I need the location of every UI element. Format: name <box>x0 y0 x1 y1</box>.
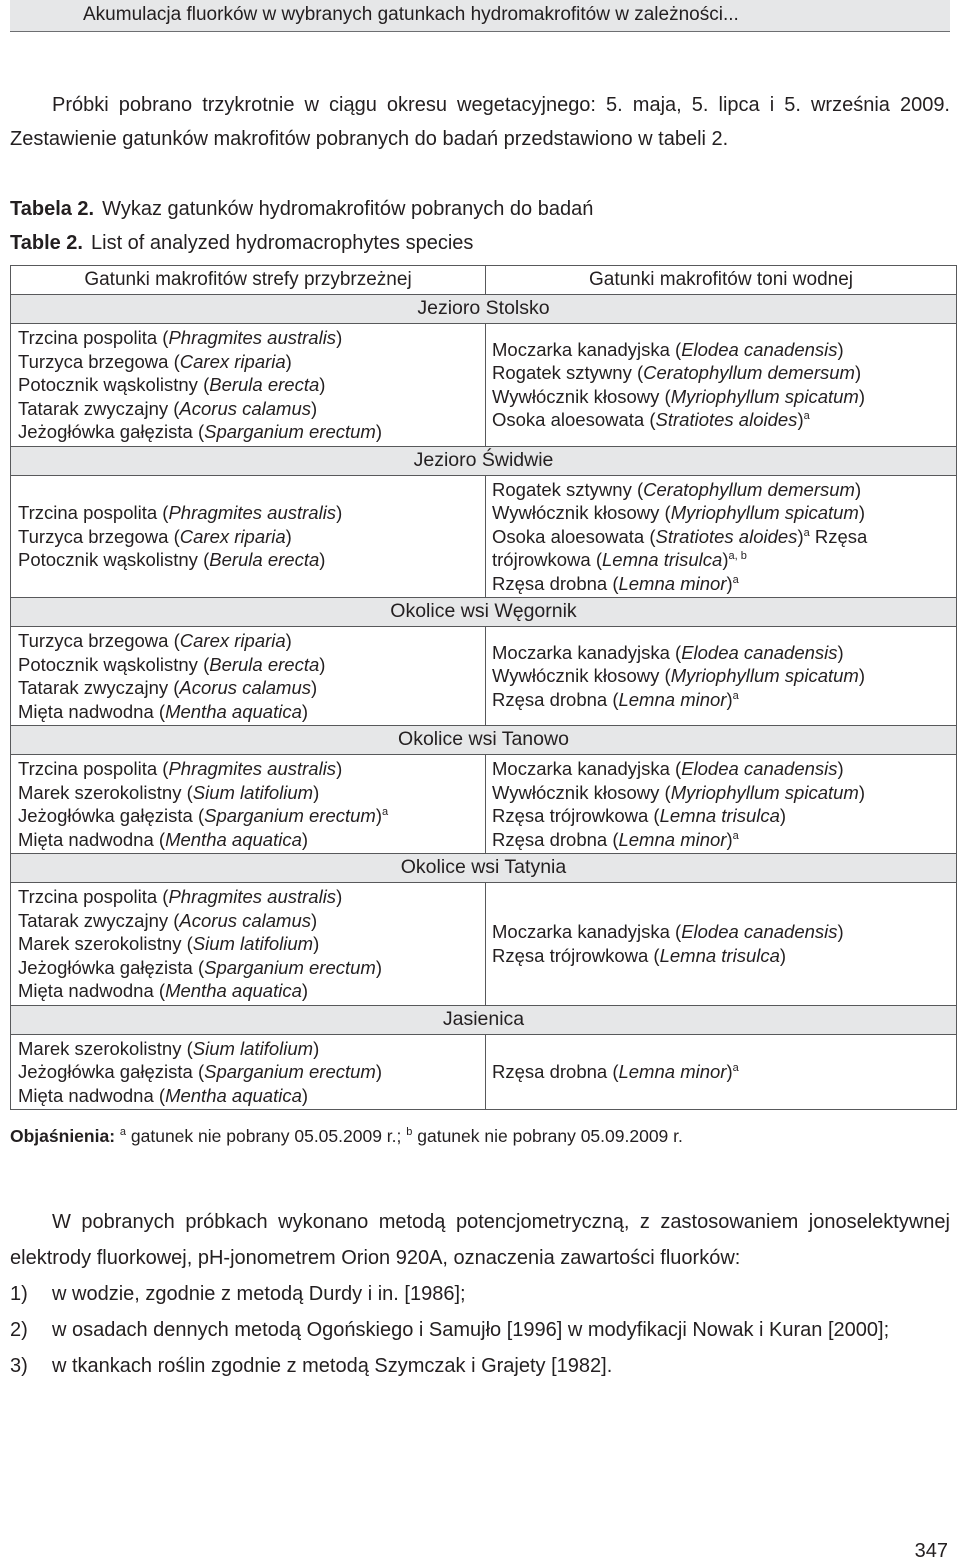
species-entry <box>492 525 952 549</box>
species-paren: ) <box>779 944 787 966</box>
species-entry <box>18 373 479 397</box>
species-paren: ) <box>311 397 318 419</box>
species-entry <box>18 350 479 374</box>
species-entry <box>492 664 952 688</box>
species-latin-name: Lemna minor <box>618 1061 727 1082</box>
location-row <box>11 726 957 755</box>
species-common-name: Mięta nadwodna ( <box>18 1084 166 1106</box>
species-common-name: Rzęsa trójrowkowa ( <box>492 805 660 826</box>
col-header-open-water: Gatunki makrofitów toni wodnej <box>486 266 957 295</box>
species-latin-name: Acorus calamus <box>179 397 312 419</box>
species-entry <box>492 920 952 944</box>
location-name: Okolice wsi Węgornik <box>11 598 957 627</box>
species-latin-name: Stratiotes aloides <box>655 409 798 431</box>
species-entry <box>18 1037 479 1061</box>
species-footnote-mark: a <box>382 806 389 818</box>
location-row <box>11 598 957 627</box>
species-latin-name: Elodea canadensis <box>681 338 838 360</box>
species-paren: ) <box>336 758 343 779</box>
species-footnote-mark: a, b <box>728 550 747 562</box>
species-latin-name: Elodea canadensis <box>681 641 838 663</box>
species-entry <box>18 420 479 444</box>
caption-en-label: Table 2. <box>10 232 83 254</box>
location-row <box>11 854 957 883</box>
species-common-name: Rogatek sztywny ( <box>492 362 644 384</box>
species-paren: ) <box>319 549 326 570</box>
species-entry <box>18 501 479 525</box>
species-paren: ) <box>285 525 292 547</box>
species-latin-name: Lemna trisulca <box>659 944 780 966</box>
species-paren: ) <box>285 630 292 651</box>
species-common-name: Jeżogłówka gałęzista ( <box>18 956 205 978</box>
species-row <box>11 755 957 854</box>
table-footnote <box>10 1126 683 1147</box>
species-paren: ) <box>336 327 343 348</box>
species-common-name: Rzęsa trójrowkowa ( <box>492 944 660 966</box>
species-common-name: Turzyca brzegowa ( <box>18 630 180 651</box>
species-entry <box>18 676 479 700</box>
species-entry <box>492 641 952 665</box>
species-paren: ) <box>319 653 326 675</box>
species-entry <box>18 525 479 549</box>
species-latin-name: Lemna trisulca <box>659 805 780 826</box>
species-common-name: Tatarak zwyczajny ( <box>18 677 180 698</box>
species-latin-name: Lemna trisulca <box>602 549 723 570</box>
species-paren: ) <box>375 956 383 978</box>
location-name: Jezioro Świdwie <box>11 446 957 475</box>
species-latin-name: Lemna minor <box>618 572 727 594</box>
species-latin-name: Phragmites australis <box>168 758 337 779</box>
list-item <box>10 1312 950 1348</box>
species-common-name: Moczarka kanadyjska ( <box>492 641 682 663</box>
species-common-name: Trzcina pospolita ( <box>18 758 169 779</box>
species-latin-name: Sparganium erectum <box>204 421 376 442</box>
species-entry <box>18 909 479 933</box>
running-title: Akumulacja fluorków w wybranych gatunkach hydromakrofitów w zależności... <box>83 4 739 25</box>
species-paren: ) <box>722 549 729 570</box>
species-common-name: Marek szerokolistny ( <box>18 1037 193 1059</box>
species-paren: ) <box>375 1061 383 1082</box>
species-common-name: Trzcina pospolita ( <box>18 327 169 348</box>
species-latin-name: Phragmites australis <box>168 327 337 348</box>
methods-paragraph: W pobranych próbkach wykonano metodą potencjometryczną, z zastosowaniem jonoselektywnej elektrody fluorkowej, pH-jonometrem Orion 920A, oznaczenia zawartości fluorków: <box>10 1211 950 1269</box>
species-paren: ) <box>726 572 733 594</box>
species-paren: ) <box>797 409 804 431</box>
table-caption-pl <box>10 198 593 221</box>
species-entry <box>492 688 952 712</box>
species-latin-name: Lemna minor <box>618 688 727 710</box>
species-cell-left <box>11 755 486 854</box>
species-common-name: Rzęsa drobna ( <box>492 572 619 594</box>
species-entry <box>492 408 952 432</box>
species-cell-right <box>486 883 957 1006</box>
species-latin-name: Myriophyllum spicatum <box>670 502 859 523</box>
species-entry <box>492 944 952 968</box>
species-cell-right <box>486 627 957 726</box>
species-entry <box>492 548 952 572</box>
species-entry <box>492 501 952 525</box>
species-common-name: Tatarak zwyczajny ( <box>18 397 180 419</box>
species-cell-left <box>11 475 486 598</box>
species-entry <box>18 653 479 677</box>
species-latin-name: Myriophyllum spicatum <box>670 665 859 687</box>
location-row <box>11 295 957 324</box>
species-entry <box>492 781 952 805</box>
species-cell-right <box>486 1034 957 1110</box>
species-common-name: Mięta nadwodna ( <box>18 980 166 1001</box>
species-paren: ) <box>311 909 318 931</box>
species-entry <box>18 804 479 828</box>
species-paren: ) <box>726 828 733 850</box>
species-cell-left <box>11 1034 486 1110</box>
species-latin-name: Elodea canadensis <box>681 921 838 943</box>
species-entry <box>18 932 479 956</box>
species-paren: ) <box>858 385 866 407</box>
species-common-name: Potocznik wąskolistny ( <box>18 653 210 675</box>
species-common-name: Osoka aloesowata ( <box>492 525 656 547</box>
species-paren: ) <box>301 980 309 1001</box>
species-latin-name: Mentha aquatica <box>165 980 302 1001</box>
list-item-number: 1) <box>10 1283 28 1305</box>
species-latin-name: Mentha aquatica <box>165 700 302 722</box>
intro-text: Próbki pobrano trzykrotnie w ciągu okresu wegetacyjnego: 5. maja, 5. lipca i 5. września 2009. Zestawienie gatunków makrofitów pobranych do badań przedstawiono w tabeli 2. <box>10 94 950 150</box>
species-common-name: Turzyca brzegowa ( <box>18 525 180 547</box>
table-caption-en <box>10 232 473 255</box>
species-entry <box>492 828 952 852</box>
header-divider <box>10 31 950 32</box>
species-latin-name: Sparganium erectum <box>204 805 376 826</box>
species-latin-name: Berula erecta <box>209 549 320 570</box>
species-latin-name: Phragmites australis <box>168 502 337 523</box>
species-common-name: Wywłócznik kłosowy ( <box>492 781 671 803</box>
species-paren: ) <box>858 665 866 687</box>
location-row <box>11 446 957 475</box>
species-latin-name: Myriophyllum spicatum <box>670 781 859 803</box>
species-cell-left <box>11 324 486 447</box>
species-row <box>11 883 957 1006</box>
species-entry <box>18 629 479 653</box>
location-name: Okolice wsi Tanowo <box>11 726 957 755</box>
list-item-text: w tkankach roślin zgodnie z metodą Szymczak i Grajety [1982]. <box>52 1355 613 1377</box>
species-paren: ) <box>301 1084 309 1106</box>
species-paren: ) <box>313 933 320 954</box>
species-paren: ) <box>336 502 343 523</box>
species-common-name: Wywłócznik kłosowy ( <box>492 502 671 523</box>
species-row <box>11 1034 957 1110</box>
species-entry <box>18 1084 479 1108</box>
species-common-name: Moczarka kanadyjska ( <box>492 338 682 360</box>
species-table <box>10 265 957 1110</box>
species-row <box>11 475 957 598</box>
species-latin-name: Sium latifolium <box>192 933 314 954</box>
location-name: Jezioro Stolsko <box>11 295 957 324</box>
species-cell-right <box>486 755 957 854</box>
species-common-name: Trzcina pospolita ( <box>18 886 169 907</box>
species-entry <box>492 478 952 502</box>
species-paren: ) <box>837 921 844 943</box>
species-entry <box>492 385 952 409</box>
species-entry <box>492 804 952 828</box>
species-latin-name: Sparganium erectum <box>204 956 376 978</box>
caption-en-text: List of analyzed hydromacrophytes species <box>91 232 474 254</box>
species-row <box>11 324 957 447</box>
species-entry <box>18 700 479 724</box>
methods-section <box>10 1204 950 1384</box>
species-entry <box>18 885 479 909</box>
species-common-name: Moczarka kanadyjska ( <box>492 921 682 943</box>
footnote-sup-b: b <box>406 1126 413 1138</box>
table-header-row <box>11 266 957 295</box>
list-item-text: w osadach dennych metodą Ogońskiego i Samujło [1996] w modyfikacji Nowak i Kuran [2000]; <box>52 1319 890 1341</box>
species-common-name: Rzęsa drobna ( <box>492 688 619 710</box>
page-number: 347 <box>914 1540 948 1562</box>
species-latin-name: Elodea canadensis <box>681 758 838 779</box>
footnote-sup-a: a <box>119 1126 127 1138</box>
caption-pl-text: Wykaz gatunków hydromakrofitów pobranych do badań <box>102 198 594 220</box>
species-common-name: Rzęsa drobna ( <box>492 828 619 850</box>
species-cell-left <box>11 627 486 726</box>
species-footnote-mark: a <box>803 410 810 423</box>
species-latin-name: Carex riparia <box>179 350 286 372</box>
species-common-name: Jeżogłówka gałęzista ( <box>18 421 205 442</box>
species-entry <box>492 1060 952 1084</box>
species-common-name: Wywłócznik kłosowy ( <box>492 385 671 407</box>
species-latin-name: Ceratophyllum demersum <box>643 362 855 384</box>
species-latin-name: Lemna minor <box>618 828 727 850</box>
footnote-text-a: gatunek nie pobrany 05.05.2009 r.; <box>126 1126 407 1146</box>
species-latin-name: Acorus calamus <box>179 909 312 931</box>
col-header-shore: Gatunki makrofitów strefy przybrzeżnej <box>11 266 486 295</box>
species-entry <box>18 326 479 350</box>
species-row <box>11 627 957 726</box>
species-latin-name: Phragmites australis <box>168 886 337 907</box>
list-item <box>10 1276 950 1312</box>
methods-list <box>10 1276 950 1384</box>
species-paren: ) <box>837 758 844 779</box>
species-paren: ) <box>311 677 318 698</box>
species-footnote-mark: a <box>803 526 810 539</box>
species-common-name: Marek szerokolistny ( <box>18 781 193 803</box>
species-paren: ) <box>854 362 862 384</box>
species-paren: ) <box>858 781 866 803</box>
species-continuation: Rzęsa <box>809 525 868 547</box>
species-latin-name: Mentha aquatica <box>165 1084 302 1106</box>
footnote-text-b: gatunek nie pobrany 05.09.2009 r. <box>412 1126 683 1146</box>
species-latin-name: Mentha aquatica <box>165 828 302 850</box>
species-latin-name: Stratiotes aloides <box>655 525 798 547</box>
species-latin-name: Sium latifolium <box>192 1037 314 1059</box>
species-latin-name: Sparganium erectum <box>204 1061 376 1082</box>
intro-paragraph <box>10 88 950 156</box>
species-paren: ) <box>779 805 787 826</box>
species-entry <box>492 361 952 385</box>
species-cell-right <box>486 475 957 598</box>
species-paren: ) <box>313 1037 320 1059</box>
species-common-name: Potocznik wąskolistny ( <box>18 549 210 570</box>
species-latin-name: Carex riparia <box>179 630 286 651</box>
species-common-name: Rogatek sztywny ( <box>492 478 644 500</box>
species-paren: ) <box>726 1061 733 1082</box>
species-paren: ) <box>301 828 309 850</box>
species-latin-name: Myriophyllum spicatum <box>670 385 859 407</box>
species-latin-name: Berula erecta <box>209 374 320 395</box>
species-common-name: Wywłócznik kłosowy ( <box>492 665 671 687</box>
list-item <box>10 1348 950 1384</box>
species-cell-left <box>11 883 486 1006</box>
location-row <box>11 1005 957 1034</box>
species-common-name: Jeżogłówka gałęzista ( <box>18 805 205 826</box>
species-paren: ) <box>375 421 383 442</box>
species-paren: ) <box>797 525 804 547</box>
species-entry <box>18 956 479 980</box>
species-footnote-mark: a <box>732 1062 739 1074</box>
list-item-number: 3) <box>10 1355 28 1377</box>
species-paren: ) <box>837 338 844 360</box>
species-entry <box>18 397 479 421</box>
species-paren: ) <box>837 641 844 663</box>
species-paren: ) <box>375 805 383 826</box>
location-name: Okolice wsi Tatynia <box>11 854 957 883</box>
species-common-name: Osoka aloesowata ( <box>492 409 656 431</box>
caption-pl-label: Tabela 2. <box>10 198 95 220</box>
species-entry <box>18 781 479 805</box>
species-common-name: Moczarka kanadyjska ( <box>492 758 682 779</box>
species-paren: ) <box>726 688 733 710</box>
species-common-name: Trzcina pospolita ( <box>18 502 169 523</box>
species-entry <box>18 1060 479 1084</box>
species-entry <box>18 548 479 572</box>
species-entry <box>492 757 952 781</box>
species-common-name: Turzyca brzegowa ( <box>18 350 180 372</box>
species-entry <box>492 338 952 362</box>
species-entry <box>18 979 479 1003</box>
footnote-label: Objaśnienia: <box>10 1126 116 1146</box>
species-common-name: Tatarak zwyczajny ( <box>18 909 180 931</box>
species-footnote-mark: a <box>732 829 739 842</box>
location-name: Jasienica <box>11 1005 957 1034</box>
species-latin-name: Berula erecta <box>209 653 320 675</box>
species-common-name: Marek szerokolistny ( <box>18 933 193 954</box>
species-paren: ) <box>285 350 292 372</box>
table-body <box>11 295 957 1110</box>
species-paren: ) <box>336 886 343 907</box>
species-cell-right <box>486 324 957 447</box>
species-latin-name: Carex riparia <box>179 525 286 547</box>
species-latin-name: Sium latifolium <box>192 781 314 803</box>
species-footnote-mark: a <box>732 689 739 702</box>
species-common-name: Rzęsa drobna ( <box>492 1061 619 1082</box>
species-entry <box>18 828 479 852</box>
species-footnote-mark: a <box>732 573 739 586</box>
species-entry <box>492 572 952 596</box>
list-item-number: 2) <box>10 1319 28 1341</box>
species-common-name: Mięta nadwodna ( <box>18 700 166 722</box>
species-paren: ) <box>301 700 309 722</box>
list-item-text: w wodzie, zgodnie z metodą Durdy i in. [1986]; <box>52 1283 466 1305</box>
species-paren: ) <box>854 478 862 500</box>
species-latin-name: Acorus calamus <box>179 677 312 698</box>
species-common-name: Potocznik wąskolistny ( <box>18 374 210 395</box>
species-common-name: Mięta nadwodna ( <box>18 828 166 850</box>
species-paren: ) <box>319 374 326 395</box>
species-common-name: Jeżogłówka gałęzista ( <box>18 1061 205 1082</box>
species-latin-name: Ceratophyllum demersum <box>643 478 855 500</box>
species-paren: ) <box>313 781 320 803</box>
species-entry <box>18 757 479 781</box>
species-paren: ) <box>858 502 866 523</box>
species-common-name: trójrowkowa ( <box>492 549 602 570</box>
running-header <box>10 0 950 31</box>
